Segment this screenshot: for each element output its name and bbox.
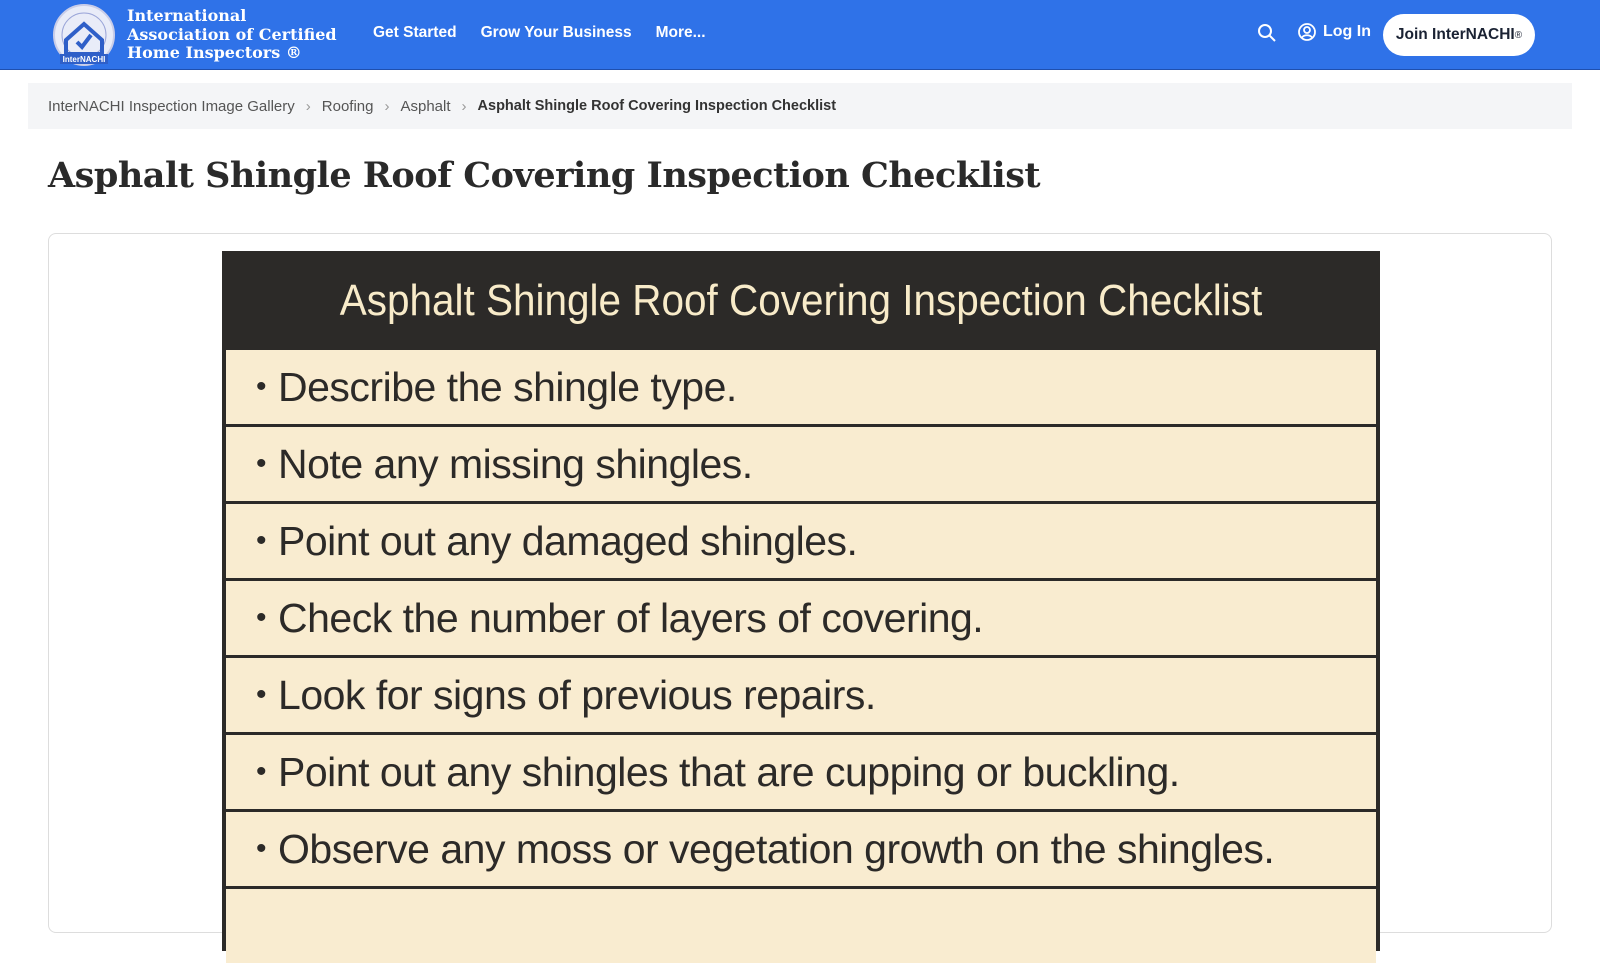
- checklist-item: [226, 504, 1376, 578]
- checklist-item: [226, 889, 1376, 963]
- join-label: Join InterNACHI: [1395, 26, 1515, 43]
- checklist-item-text: Note any missing shingles.: [278, 440, 753, 487]
- internachi-logo[interactable]: [50, 4, 118, 66]
- svg-text:InterNACHI: InterNACHI: [62, 55, 106, 64]
- chevron-right-icon: ›: [305, 97, 311, 115]
- brand-line: Association of Certified: [127, 24, 337, 44]
- main-nav: [373, 24, 706, 42]
- checklist-rows: [222, 350, 1380, 963]
- login-link[interactable]: [1298, 23, 1371, 41]
- checklist-item-text: Point out any damaged shingles.: [278, 517, 858, 564]
- chevron-right-icon: ›: [461, 97, 467, 115]
- nav-get-started[interactable]: Get Started: [373, 24, 457, 41]
- bullet-icon: •: [256, 755, 267, 788]
- login-label: Log In: [1323, 23, 1371, 40]
- checklist-item-text: Check the number of layers of covering.: [278, 594, 984, 641]
- bullet-icon: •: [256, 678, 267, 711]
- breadcrumb-current: Asphalt Shingle Roof Covering Inspection Checklist: [477, 98, 837, 114]
- image-title: Asphalt Shingle Roof Covering Inspection Checklist: [339, 275, 1263, 325]
- checklist-item-text: Look for signs of previous repairs.: [278, 671, 876, 718]
- brand-line: Home Inspectors ®: [127, 43, 302, 62]
- registered-mark: ®: [1514, 29, 1523, 41]
- nav-more[interactable]: More...: [655, 24, 706, 41]
- brand-name[interactable]: [127, 7, 337, 63]
- search-icon[interactable]: [1257, 23, 1277, 43]
- breadcrumb-roofing[interactable]: Roofing: [321, 97, 374, 115]
- page-title: Asphalt Shingle Roof Covering Inspection Checklist: [48, 155, 1041, 196]
- bullet-icon: •: [256, 447, 267, 480]
- checklist-item-text: Observe any moss or vegetation growth on the shingles.: [278, 825, 1275, 872]
- bullet-icon: •: [256, 524, 267, 557]
- bullet-icon: •: [256, 370, 267, 403]
- user-icon: [1298, 23, 1316, 41]
- chevron-right-icon: ›: [384, 97, 390, 115]
- checklist-item: [226, 735, 1376, 809]
- checklist-item-text: Point out any shingles that are cupping or buckling.: [278, 748, 1180, 795]
- site-header: [0, 0, 1600, 70]
- checklist-item: [226, 658, 1376, 732]
- nav-grow-your-business[interactable]: Grow Your Business: [480, 24, 632, 41]
- bullet-icon: •: [256, 601, 267, 634]
- checklist-item: [226, 427, 1376, 501]
- checklist-item: [226, 350, 1376, 424]
- breadcrumb-asphalt[interactable]: Asphalt: [400, 97, 451, 115]
- breadcrumb: [28, 83, 1572, 129]
- breadcrumb-gallery[interactable]: InterNACHI Inspection Image Gallery: [48, 97, 295, 115]
- checklist-image[interactable]: [222, 251, 1380, 951]
- bullet-icon: •: [256, 832, 267, 865]
- checklist-item: [226, 581, 1376, 655]
- join-button[interactable]: [1383, 14, 1535, 56]
- brand-line: International: [127, 6, 247, 25]
- checklist-item-text: Describe the shingle type.: [278, 363, 737, 410]
- checklist-item: [226, 812, 1376, 886]
